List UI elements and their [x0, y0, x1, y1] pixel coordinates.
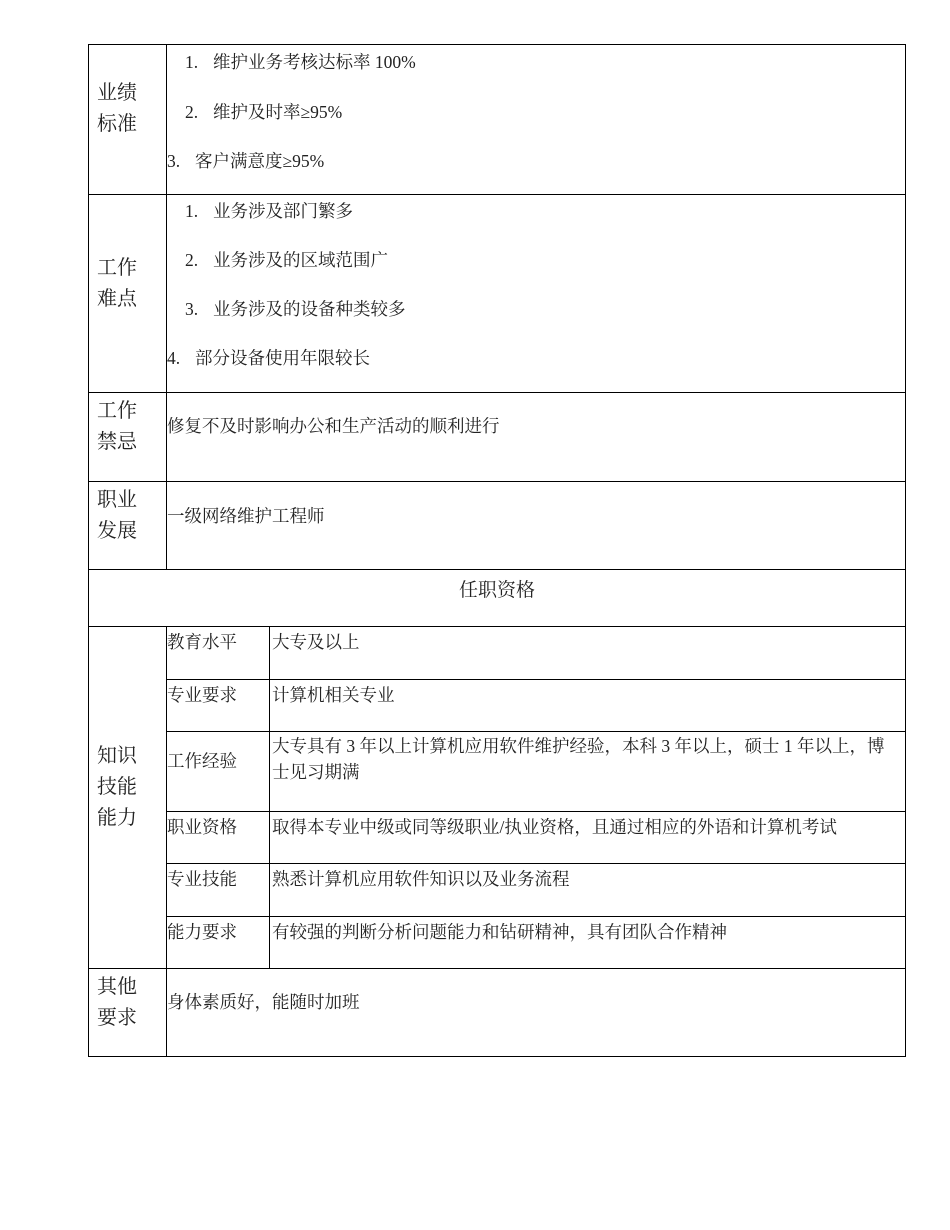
- qualification-value: 取得本专业中级或同等级职业/执业资格，且通过相应的外语和计算机考试: [272, 817, 837, 837]
- difficulties-label: 工作 难点: [89, 195, 167, 392]
- taboo-row: [88, 393, 906, 482]
- other-label: 其他 要求: [89, 969, 167, 1056]
- difficulties-row: [88, 195, 906, 393]
- qualification-row-experience: [167, 732, 905, 812]
- qualification-key: 教育水平: [167, 627, 270, 679]
- qualifications-header-row: [88, 570, 906, 627]
- qualification-value: 大专及以上: [272, 632, 360, 652]
- qualification-row-education: [167, 627, 905, 680]
- qualification-value: 大专具有 3 年以上计算机应用软件维护经验，本科 3 年以上，硕士 1 年以上，博士见习期满: [272, 736, 885, 782]
- career-text: 一级网络维护工程师: [167, 506, 325, 526]
- career-content: [167, 482, 905, 569]
- list-item: 3. 业务涉及的设备种类较多: [185, 299, 406, 319]
- performance-content: [167, 45, 905, 194]
- qualification-value: 有较强的判断分析问题能力和钻研精神，具有团队合作精神: [272, 922, 727, 942]
- taboo-content: [167, 393, 905, 481]
- qualification-key: 能力要求: [167, 917, 270, 968]
- career-row: [88, 482, 906, 570]
- qualification-row-certification: [167, 812, 905, 864]
- qualification-key: 专业要求: [167, 680, 270, 731]
- section-title: 任职资格: [458, 579, 535, 601]
- list-item: 1. 维护业务考核达标率 100%: [185, 52, 416, 72]
- taboo-text: 修复不及时影响办公和生产活动的顺利进行: [167, 416, 500, 436]
- difficulties-content: [167, 195, 905, 392]
- qualifications-label: 知识 技能 能力: [89, 627, 167, 968]
- job-description-table: [88, 44, 906, 1057]
- performance-row: [88, 44, 906, 195]
- taboo-label: 工作 禁忌: [89, 393, 167, 481]
- qualifications-block: [88, 627, 906, 969]
- list-item: 2. 维护及时率≥95%: [185, 102, 343, 122]
- list-item: 4. 部分设备使用年限较长: [167, 348, 370, 368]
- qualification-key: 工作经验: [167, 732, 270, 811]
- list-item: 2. 业务涉及的区域范围广: [185, 250, 388, 270]
- list-item: 3. 客户满意度≥95%: [167, 151, 325, 171]
- performance-label: 业绩 标准: [89, 45, 167, 194]
- qualification-row-major: [167, 680, 905, 732]
- qualification-value: 熟悉计算机应用软件知识以及业务流程: [272, 869, 570, 889]
- qualification-row-ability: [167, 917, 905, 968]
- other-text: 身体素质好，能随时加班: [167, 992, 360, 1012]
- qualification-key: 专业技能: [167, 864, 270, 916]
- career-label: 职业 发展: [89, 482, 167, 569]
- other-content: [167, 969, 905, 1056]
- other-row: [88, 969, 906, 1057]
- qualification-row-skills: [167, 864, 905, 917]
- qualification-key: 职业资格: [167, 812, 270, 863]
- list-item: 1. 业务涉及部门繁多: [185, 201, 353, 221]
- qualification-value: 计算机相关专业: [272, 685, 395, 705]
